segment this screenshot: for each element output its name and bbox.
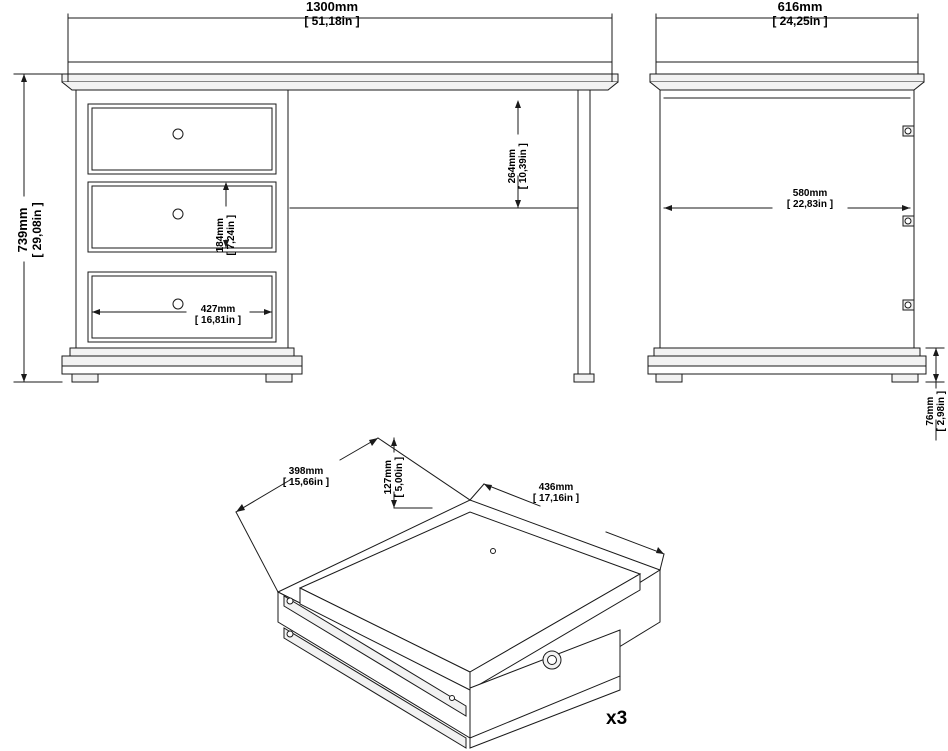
dim-side-depth: 616mm [ 24,25in ] [772, 0, 828, 28]
dim-drawer-face-height: 184mm [ 7,24in ] [214, 214, 237, 256]
dim-plinth-height: 76mm [ 2,98in ] [924, 390, 947, 432]
dim-overall-height: 739mm [ 29,08in ] [15, 202, 44, 258]
dim-overall-width: 1300mm [ 51,18in ] [304, 0, 360, 28]
dim-drawer-side-length: 398mm [ 15,66in ] [282, 466, 330, 489]
dim-leg-clearance: 264mm [ 10,39in ] [506, 143, 529, 190]
dim-side-inner-height: 580mm [ 22,83in ] [786, 188, 834, 211]
dim-drawer-face-width: 427mm [ 16,81in ] [194, 304, 242, 327]
dim-drawer-front-width: 436mm [ 17,16in ] [532, 482, 580, 505]
quantity-note: x3 [606, 708, 628, 729]
dim-drawer-box-height: 127mm [ 5,00in ] [382, 456, 405, 498]
